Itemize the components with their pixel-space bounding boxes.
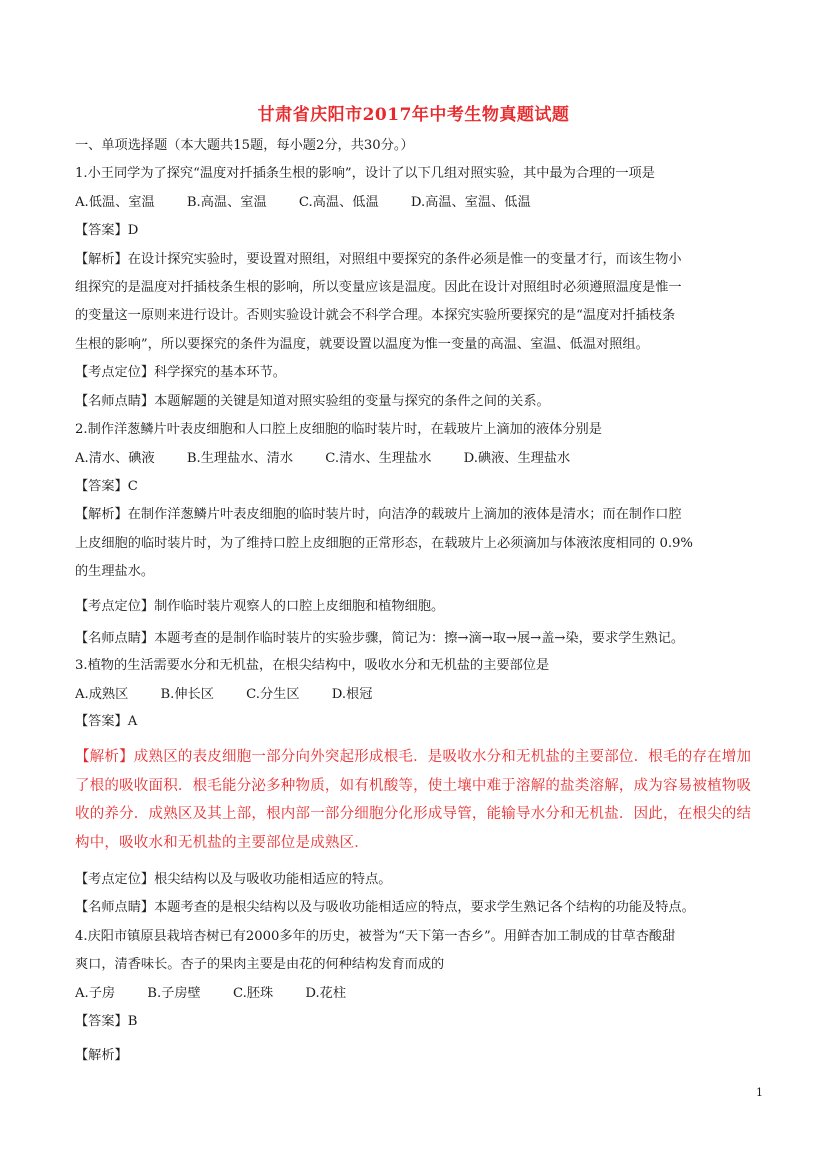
option-b: B.子房壁 bbox=[147, 986, 201, 1001]
tip-1: 【名师点睛】本题解题的关键是知道对照实验组的变量与探究的条件之间的关系。 bbox=[75, 394, 550, 409]
analysis-2-line: 上皮细胞的临时装片时，为了维持口腔上皮细胞的正常形态，在载玻片上必须滴加与体液浓度相同的 0.9% bbox=[75, 536, 693, 551]
analysis-2-line: 的生理盐水。 bbox=[75, 564, 155, 579]
option-c: C.胚珠 bbox=[232, 986, 274, 1001]
option-a: A.清水、碘液 bbox=[75, 451, 155, 466]
point-3: 【考点定位】根尖结构以及与吸收功能相适应的特点。 bbox=[75, 872, 392, 887]
answer-2: 【答案】C bbox=[75, 479, 138, 494]
analysis-2-line: 【解析】在制作洋葱鳞片叶表皮细胞的临时装片时，向洁净的载玻片上滴加的液体是清水；而在制作口腔 bbox=[75, 507, 682, 522]
analysis-1-line: 【解析】在设计探究实验时，要设置对照组，对照组中要探究的条件必须是惟一的变量才行，而该生物小 bbox=[75, 252, 682, 267]
analysis-3-line: 了根的吸收面积．根毛能分泌多种物质，如有机酸等，使土壤中难于溶解的盐类溶解，成为容易被植物吸 bbox=[75, 778, 752, 794]
option-c: C.高温、低温 bbox=[298, 195, 379, 210]
answer-4: 【答案】B bbox=[75, 1014, 138, 1029]
option-a: A.低温、室温 bbox=[75, 195, 155, 210]
answer-1: 【答案】D bbox=[75, 223, 139, 238]
option-a: A.子房 bbox=[75, 986, 116, 1001]
question-2: 2.制作洋葱鳞片叶表皮细胞和人口腔上皮细胞的临时装片时，在载玻片上滴加的液体分别是 bbox=[75, 422, 602, 437]
tip-2: 【名师点睛】本题考查的是制作临时装片的实验步骤，简记为：擦→滴→取→展→盖→染，要求学生熟记。 bbox=[75, 631, 685, 646]
question-4-line: 4.庆阳市镇原县栽培杏树已有2000多年的历史，被誉为“天下第一杏乡”。用鲜杏加工制成的甘草杏酸甜 bbox=[75, 929, 676, 944]
question-2-options bbox=[75, 449, 765, 469]
option-c: C.清水、生理盐水 bbox=[325, 451, 432, 466]
analysis-1-line: 的变量这一原则来进行设计。否则实验设计就会不科学合理。本探究实验所要探究的是“温度对扦插枝条 bbox=[75, 308, 676, 323]
option-d: D.花柱 bbox=[305, 986, 347, 1001]
option-d: D.碘液、生理盐水 bbox=[463, 451, 571, 466]
tip-3: 【名师点睛】本题考查的是根尖结构以及与吸收功能相适应的特点，要求学生熟记各个结构的功能及特点。 bbox=[75, 900, 695, 915]
option-c: C.分生区 bbox=[246, 687, 300, 702]
analysis-3-line: 【解析】成熟区的表皮细胞一部分向外突起形成根毛．是吸收水分和无机盐的主要部位．根毛的存在增加 bbox=[75, 749, 752, 765]
question-4-line: 爽口，清香味长。杏子的果肉主要是由花的何种结构发育而成的 bbox=[75, 957, 445, 972]
option-d: D.根冠 bbox=[331, 687, 373, 702]
page-title: 甘肃省庆阳市2017年中考生物真题试题 bbox=[257, 105, 570, 125]
analysis-1-line: 组探究的是温度对扦插枝条生根的影响，所以变量应该是温度。因此在设计对照组时必须遵照温度是惟一 bbox=[75, 280, 682, 295]
option-d: D.高温、室温、低温 bbox=[410, 195, 531, 210]
analysis-1-line: 生根的影响”，所以要探究的条件为温度，就要设置以温度为惟一变量的高温、室温、低温对照组。 bbox=[75, 337, 649, 352]
option-b: B.高温、室温 bbox=[186, 195, 267, 210]
question-4-options bbox=[75, 984, 765, 1004]
question-1-options bbox=[75, 193, 765, 213]
analysis-4-label: 【解析】 bbox=[75, 1048, 128, 1063]
point-2: 【考点定位】制作临时装片观察人的口腔上皮细胞和植物细胞。 bbox=[75, 599, 445, 614]
question-1: 1.小王同学为了探究“温度对扦插条生根的影响”，设计了以下几组对照实验，其中最为合理的一项是 bbox=[75, 166, 655, 181]
section-header: 一、单项选择题（本大题共15题，每小题2分，共30分。） bbox=[75, 138, 414, 153]
option-b: B.伸长区 bbox=[160, 687, 214, 702]
question-3: 3.植物的生活需要水分和无机盐，在根尖结构中，吸收水分和无机盐的主要部位是 bbox=[75, 658, 550, 673]
question-3-options bbox=[75, 685, 765, 705]
analysis-3-line: 构中，吸收水和无机盐的主要部位是成熟区． bbox=[75, 835, 369, 851]
option-a: A.成熟区 bbox=[75, 687, 129, 702]
answer-3: 【答案】A bbox=[75, 714, 138, 729]
point-1: 【考点定位】科学探究的基本环节。 bbox=[75, 365, 286, 380]
page-number: 1 bbox=[756, 1086, 763, 1099]
option-b: B.生理盐水、清水 bbox=[186, 451, 294, 466]
analysis-3-line: 收的养分．成熟区及其上部，根内部一部分细胞分化形成导管，能输导水分和无机盐．因此，在根尖的结 bbox=[75, 806, 752, 822]
